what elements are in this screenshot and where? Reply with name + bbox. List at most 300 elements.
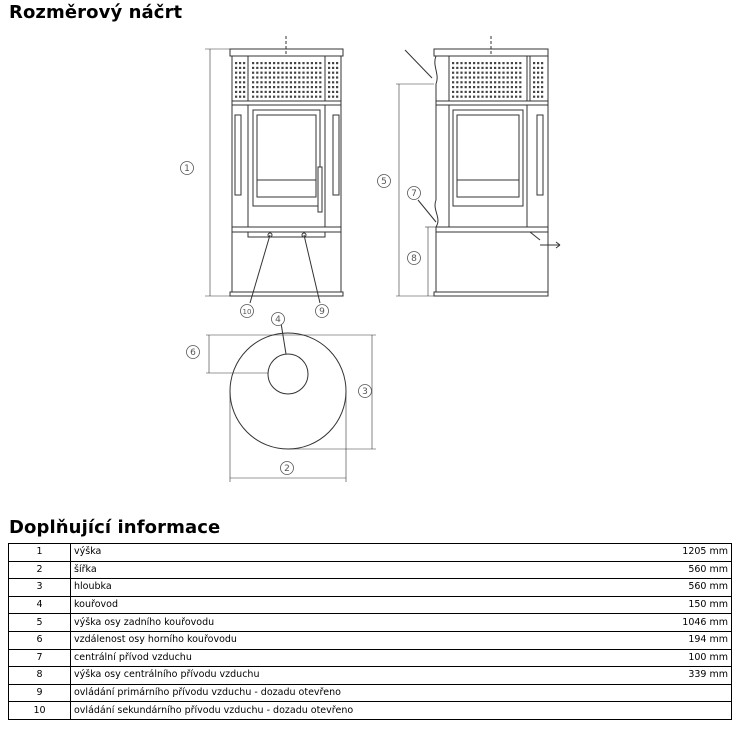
grille-hole [469, 72, 471, 74]
cell-num: 10 [9, 702, 71, 720]
grille-hole [519, 86, 521, 88]
grille-hole [332, 76, 334, 78]
grille-hole [473, 81, 475, 83]
grille-hole [256, 91, 258, 93]
grille-hole [290, 81, 292, 83]
grille-hole [533, 91, 535, 93]
grille-hole [256, 76, 258, 78]
grille-hole [541, 86, 543, 88]
grille-hole [452, 76, 454, 78]
grille-hole [486, 76, 488, 78]
grille-hole [477, 91, 479, 93]
grille-hole [452, 81, 454, 83]
grille-hole [277, 86, 279, 88]
grille-hole [477, 86, 479, 88]
grille-hole [298, 96, 300, 98]
grille-hole [252, 62, 254, 64]
grille-hole [286, 62, 288, 64]
grille-hole [265, 91, 267, 93]
drawing-section-title: Rozměrový náčrt [9, 2, 183, 23]
grille-hole [302, 96, 304, 98]
grille-hole [486, 62, 488, 64]
grille-hole [481, 96, 483, 98]
grille-hole [273, 72, 275, 74]
grille-hole [265, 67, 267, 69]
grille-hole [469, 67, 471, 69]
grille-hole [311, 81, 313, 83]
cell-label: kouřovod [71, 596, 626, 614]
grille-hole [511, 62, 513, 64]
grille-hole [315, 67, 317, 69]
grille-hole [519, 96, 521, 98]
grille-hole [502, 76, 504, 78]
cell-num: 5 [9, 614, 71, 632]
grille-hole [256, 81, 258, 83]
grille-hole [460, 81, 462, 83]
grille-hole [239, 76, 241, 78]
grille-hole [486, 96, 488, 98]
grille-hole [315, 76, 317, 78]
grille-hole [537, 96, 539, 98]
grille-hole [302, 86, 304, 88]
cell-value: 150 mm [625, 596, 732, 614]
grille-hole [336, 62, 338, 64]
grille-hole [490, 67, 492, 69]
grille-hole [239, 96, 241, 98]
grille-hole [269, 81, 271, 83]
grille-hole [332, 62, 334, 64]
grille-hole [456, 76, 458, 78]
grille-hole [307, 67, 309, 69]
cell-num: 2 [9, 561, 71, 579]
grille-hole [256, 96, 258, 98]
grille-hole [281, 67, 283, 69]
grille-hole [332, 72, 334, 74]
grille-hole [515, 76, 517, 78]
grille-hole [465, 72, 467, 74]
grille-hole [452, 86, 454, 88]
grille-hole [328, 76, 330, 78]
grille-hole [486, 81, 488, 83]
grille-hole [469, 62, 471, 64]
grille-hole [302, 91, 304, 93]
grille-hole [465, 86, 467, 88]
grille-hole [473, 62, 475, 64]
grille-hole [332, 67, 334, 69]
grille-hole [328, 72, 330, 74]
cell-label: hloubka [71, 579, 626, 597]
grille-hole [281, 91, 283, 93]
grille-hole [281, 62, 283, 64]
grille-hole [307, 76, 309, 78]
grille-hole [465, 76, 467, 78]
grille-hole [235, 62, 237, 64]
grille-hole [294, 96, 296, 98]
grille-hole [533, 76, 535, 78]
grille-hole [473, 67, 475, 69]
grille-hole [239, 86, 241, 88]
grille-hole [311, 72, 313, 74]
grille-hole [465, 67, 467, 69]
grille-hole [307, 81, 309, 83]
callout-labels [181, 162, 421, 475]
table-row [9, 614, 732, 632]
grille-hole [336, 96, 338, 98]
grille-hole [286, 86, 288, 88]
grille-hole [481, 67, 483, 69]
grille-hole [465, 81, 467, 83]
grille-hole [494, 62, 496, 64]
stove-front-view [205, 36, 343, 303]
grille-hole [273, 81, 275, 83]
grille-hole [533, 86, 535, 88]
table-row [9, 667, 732, 685]
grille-hole [460, 76, 462, 78]
grille-hole [311, 86, 313, 88]
grille-hole [519, 81, 521, 83]
grille-hole [473, 91, 475, 93]
grille-hole [281, 96, 283, 98]
grille-hole [298, 72, 300, 74]
grille-hole [515, 86, 517, 88]
grille-hole [502, 86, 504, 88]
grille-hole [541, 91, 543, 93]
grille-hole [307, 62, 309, 64]
callout-number: 10 [242, 308, 252, 316]
grille-hole [515, 72, 517, 74]
grille-hole [537, 62, 539, 64]
cell-num: 6 [9, 631, 71, 649]
grille-hole [328, 96, 330, 98]
grille-hole [315, 72, 317, 74]
grille-hole [469, 86, 471, 88]
grille-hole [307, 96, 309, 98]
callout-number: 2 [284, 464, 290, 474]
grille-hole [481, 91, 483, 93]
grille-hole [332, 91, 334, 93]
grille-hole [265, 96, 267, 98]
grille-hole [265, 76, 267, 78]
grille-hole [319, 72, 321, 74]
grille-hole [243, 62, 245, 64]
grille-hole [298, 62, 300, 64]
grille-hole [494, 86, 496, 88]
grille-hole [477, 76, 479, 78]
grille-hole [481, 62, 483, 64]
grille-hole [460, 86, 462, 88]
grille-hole [477, 67, 479, 69]
grille-hole [452, 96, 454, 98]
grille-hole [290, 72, 292, 74]
grille-hole [239, 91, 241, 93]
grille-hole [511, 76, 513, 78]
grille-hole [328, 62, 330, 64]
grille-hole [490, 86, 492, 88]
grille-hole [456, 72, 458, 74]
grille-hole [511, 86, 513, 88]
grille-hole [243, 81, 245, 83]
grille-hole [235, 86, 237, 88]
grille-hole [486, 72, 488, 74]
grille-hole [302, 62, 304, 64]
cell-value: 560 mm [625, 579, 732, 597]
grille-hole [452, 62, 454, 64]
grille-hole [332, 81, 334, 83]
cell-value: 1046 mm [625, 614, 732, 632]
cell-value: 1205 mm [625, 544, 732, 562]
grille-hole [319, 62, 321, 64]
grille-hole [256, 72, 258, 74]
grille-hole [243, 86, 245, 88]
grille-hole [307, 72, 309, 74]
grille-hole [269, 67, 271, 69]
grille-hole [465, 91, 467, 93]
grille-hole [481, 86, 483, 88]
cell-num: 7 [9, 649, 71, 667]
info-table [8, 543, 732, 720]
grille-hole [252, 86, 254, 88]
grille-hole [515, 96, 517, 98]
grille-hole [486, 86, 488, 88]
cell-num: 8 [9, 667, 71, 685]
grille-hole [277, 76, 279, 78]
grille-hole [477, 96, 479, 98]
grille-hole [494, 72, 496, 74]
grille-hole [456, 62, 458, 64]
grille-hole [256, 62, 258, 64]
cell-label: ovládání sekundárního přívodu vzduchu - dozadu otevřeno [71, 702, 626, 720]
grille-hole [277, 81, 279, 83]
grille-hole [332, 96, 334, 98]
grille-hole [319, 76, 321, 78]
grille-hole [511, 67, 513, 69]
grille-hole [265, 72, 267, 74]
grille-hole [319, 67, 321, 69]
grille-hole [460, 96, 462, 98]
grille-hole [469, 96, 471, 98]
grille-hole [502, 81, 504, 83]
grille-hole [239, 62, 241, 64]
grille-hole [294, 72, 296, 74]
grille-hole [336, 72, 338, 74]
grille-hole [243, 96, 245, 98]
grille-hole [302, 76, 304, 78]
table-row [9, 596, 732, 614]
grille-hole [294, 91, 296, 93]
grille-hole [290, 76, 292, 78]
grille-hole [473, 96, 475, 98]
grille-hole [311, 67, 313, 69]
callout-number: 6 [190, 348, 196, 358]
grille-hole [477, 81, 479, 83]
grille-hole [260, 81, 262, 83]
grille-hole [239, 81, 241, 83]
table-row [9, 631, 732, 649]
grille-hole [477, 62, 479, 64]
grille-hole [494, 96, 496, 98]
grille-hole [515, 67, 517, 69]
grille-hole [537, 76, 539, 78]
grille-hole [502, 62, 504, 64]
grille-hole [507, 72, 509, 74]
grille-hole [273, 76, 275, 78]
grille-hole [290, 86, 292, 88]
grille-hole [533, 67, 535, 69]
table-row [9, 579, 732, 597]
grille-hole [452, 72, 454, 74]
table-row [9, 702, 732, 720]
grille-hole [311, 91, 313, 93]
grille-hole [302, 67, 304, 69]
grille-hole [519, 76, 521, 78]
grille-hole [256, 86, 258, 88]
grille-hole [336, 67, 338, 69]
table-row [9, 544, 732, 562]
grille-hole [486, 67, 488, 69]
grille-hole [456, 81, 458, 83]
grille-hole [311, 76, 313, 78]
grille-hole [260, 91, 262, 93]
grille-hole [260, 72, 262, 74]
grille-hole [537, 91, 539, 93]
grille-hole [235, 81, 237, 83]
cell-value: 194 mm [625, 631, 732, 649]
grille-hole [537, 86, 539, 88]
grille-hole [315, 62, 317, 64]
cell-label: šířka [71, 561, 626, 579]
grille-hole [519, 67, 521, 69]
grille-hole [460, 67, 462, 69]
grille-hole [302, 81, 304, 83]
grille-hole [469, 76, 471, 78]
grille-hole [494, 81, 496, 83]
callout-number: 7 [411, 189, 417, 199]
grille-hole [456, 96, 458, 98]
grille-hole [511, 72, 513, 74]
grille-hole [290, 62, 292, 64]
grille-hole [311, 96, 313, 98]
grille-hole [286, 96, 288, 98]
grille-hole [260, 76, 262, 78]
grille-hole [519, 91, 521, 93]
grille-hole [460, 72, 462, 74]
grille-hole [252, 72, 254, 74]
grille-hole [311, 62, 313, 64]
grille-hole [481, 76, 483, 78]
grille-hole [511, 96, 513, 98]
stove-top-view [206, 323, 376, 482]
grille-hole [498, 67, 500, 69]
callout-number: 4 [275, 315, 281, 325]
cell-value: 100 mm [625, 649, 732, 667]
front-grille-pattern [235, 62, 338, 98]
grille-hole [507, 86, 509, 88]
cell-value [625, 702, 732, 720]
cell-num: 4 [9, 596, 71, 614]
grille-hole [469, 81, 471, 83]
grille-hole [452, 67, 454, 69]
grille-hole [243, 76, 245, 78]
grille-hole [273, 62, 275, 64]
grille-hole [498, 96, 500, 98]
grille-hole [260, 86, 262, 88]
grille-hole [519, 72, 521, 74]
grille-hole [498, 91, 500, 93]
grille-hole [465, 62, 467, 64]
table-row [9, 561, 732, 579]
grille-hole [328, 86, 330, 88]
grille-hole [486, 91, 488, 93]
grille-hole [507, 91, 509, 93]
grille-hole [302, 72, 304, 74]
grille-hole [290, 67, 292, 69]
cell-label: výška osy centrálního přívodu vzduchu [71, 667, 626, 685]
grille-hole [260, 96, 262, 98]
callout-number: 5 [381, 177, 387, 187]
grille-hole [286, 91, 288, 93]
grille-hole [481, 81, 483, 83]
table-row [9, 684, 732, 702]
callout-number: 8 [411, 254, 417, 264]
grille-hole [473, 72, 475, 74]
grille-hole [298, 67, 300, 69]
grille-hole [298, 91, 300, 93]
grille-hole [273, 96, 275, 98]
grille-hole [515, 91, 517, 93]
grille-hole [533, 72, 535, 74]
grille-hole [456, 91, 458, 93]
grille-hole [537, 67, 539, 69]
grille-hole [294, 76, 296, 78]
grille-hole [494, 91, 496, 93]
grille-hole [298, 86, 300, 88]
grille-hole [328, 91, 330, 93]
grille-hole [315, 86, 317, 88]
grille-hole [294, 86, 296, 88]
grille-hole [252, 67, 254, 69]
grille-hole [235, 72, 237, 74]
grille-hole [456, 86, 458, 88]
grille-hole [473, 76, 475, 78]
grille-hole [252, 91, 254, 93]
grille-hole [502, 91, 504, 93]
grille-hole [465, 96, 467, 98]
grille-hole [502, 96, 504, 98]
grille-hole [243, 91, 245, 93]
grille-hole [319, 96, 321, 98]
grille-hole [490, 91, 492, 93]
grille-hole [541, 62, 543, 64]
grille-hole [336, 81, 338, 83]
grille-hole [273, 86, 275, 88]
grille-hole [281, 81, 283, 83]
grille-hole [277, 62, 279, 64]
grille-hole [456, 67, 458, 69]
grille-hole [269, 62, 271, 64]
grille-hole [265, 81, 267, 83]
grille-hole [273, 67, 275, 69]
grille-hole [319, 91, 321, 93]
grille-hole [336, 91, 338, 93]
grille-hole [515, 62, 517, 64]
grille-hole [290, 91, 292, 93]
grille-hole [511, 91, 513, 93]
grille-hole [273, 91, 275, 93]
grille-hole [281, 72, 283, 74]
grille-hole [315, 91, 317, 93]
cell-label: ovládání primárního přívodu vzduchu - dozadu otevřeno [71, 684, 626, 702]
grille-hole [541, 72, 543, 74]
